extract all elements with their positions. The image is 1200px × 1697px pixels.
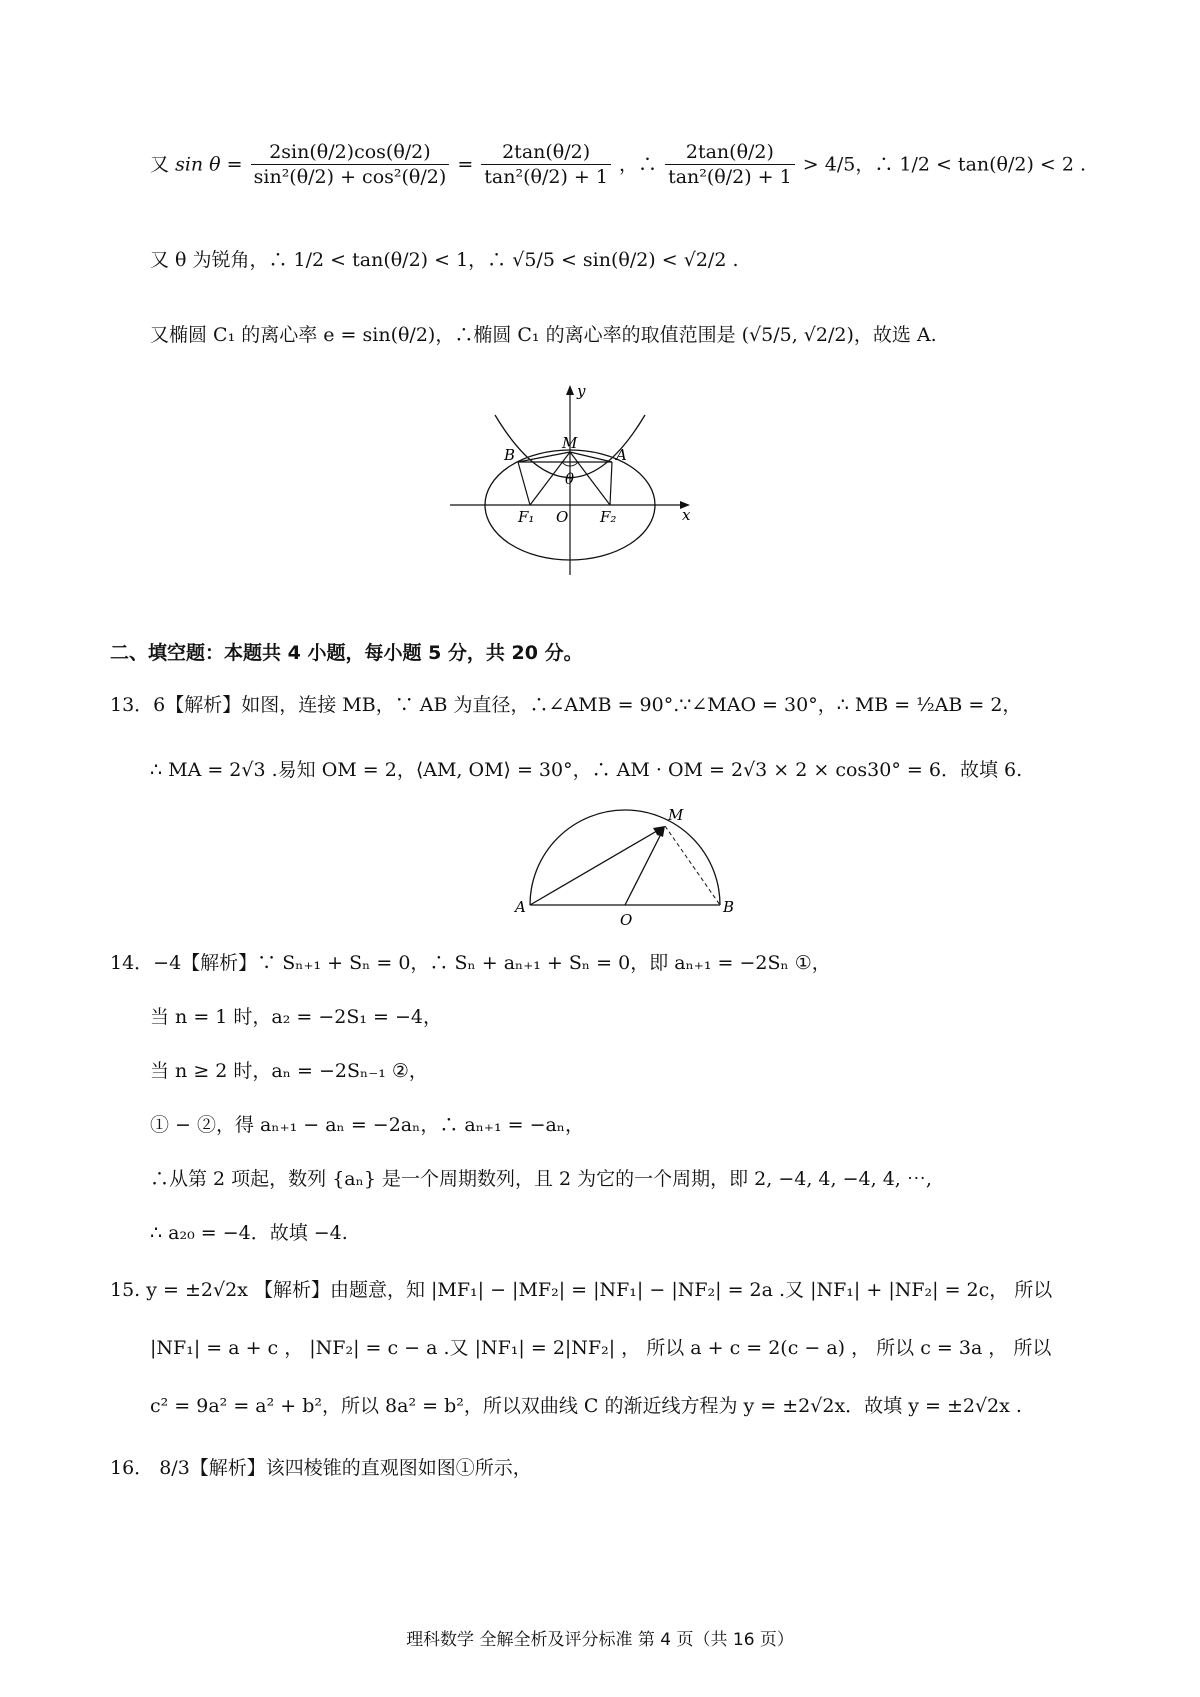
label-m: M (668, 806, 684, 824)
label-a: A (616, 446, 627, 464)
q14-line-6: ∴ a₂₀ = −4．故填 −4. (150, 1222, 348, 1244)
q13-line-2: ∴ MA = 2√3 .易知 OM = 2，⟨AM, OM⟩ = 30°，∴ AM · OM = 2√3 × 2 × cos30° = 6．故填 6. (150, 759, 1023, 781)
text-you: 又 (150, 153, 170, 176)
label-o: O (556, 508, 569, 526)
fraction-numerator: 2sin(θ/2)cos(θ/2) (251, 140, 450, 165)
label-m: M (562, 434, 578, 452)
fraction-tan (481, 140, 611, 189)
fraction-denominator: tan²(θ/2) + 1 (484, 166, 608, 188)
semicircle-figure (510, 800, 740, 930)
label-a: A (515, 898, 526, 916)
section-heading-fill-in: 二、填空题：本题共 4 小题，每小题 5 分，共 20 分。 (110, 642, 583, 664)
label-o: O (620, 911, 633, 929)
q14-line-1: 14．−4【解析】∵ Sₙ₊₁ + Sₙ = 0，∴ Sₙ + aₙ₊₁ + Sₙ = 0，即 aₙ₊₁ = −2Sₙ ①， (110, 952, 831, 974)
label-y: y (577, 382, 586, 400)
ellipse-parabola-figure (440, 380, 770, 580)
sin-identity-line: 又 sin θ = $\frac{2\sin(\theta/2)\cos(\theta/2)}{\text{sin²(θ/2) + cos²(θ/2)}}$ = $\frac{2\tan(\theta/2)}{\text{tan²(θ/2) + 1}}$ ，∴ $\frac{2\tan(\theta/2)}{\text{tan²(θ/2) + 1}}$ > 4/5，∴ 1/2 < tan(θ/2) < 2 . (150, 141, 1087, 188)
eccentricity-line: 又椭圆 C₁ 的离心率 e = sin(θ/2)，∴椭圆 C₁ 的离心率的取值范围是 (√5/5, √2/2)，故选 A. (150, 324, 937, 346)
fraction-denominator: tan²(θ/2) + 1 (668, 166, 792, 188)
acute-angle-line: 又 θ 为锐角，∴ 1/2 < tan(θ/2) < 1，∴ √5/5 < sin(θ/2) < √2/2 . (150, 249, 739, 271)
fraction-numerator: 2tan(θ/2) (665, 140, 795, 165)
sin-theta-eq: sin θ = (175, 153, 243, 176)
q14-line-3: 当 n ≥ 2 时，aₙ = −2Sₙ₋₁ ②， (150, 1060, 428, 1082)
q15-line-1: 15. y = ±2√2x 【解析】由题意，知 |MF₁| − |MF₂| = |NF₁| − |NF₂| = 2a .又 |NF₁| + |NF₂| = 2c， 所以 (110, 1279, 1053, 1301)
q15-line-3: c² = 9a² = a² + b²，所以 8a² = b²，所以双曲线 C 的渐近线方程为 y = ±2√2x．故填 y = ±2√2x . (150, 1395, 1022, 1417)
label-f1: F₁ (518, 508, 535, 526)
fraction-tan-repeat (665, 140, 795, 189)
page-footer: 理科数学 全解全析及评分标准 第 4 页（共 16 页） (406, 1630, 794, 1650)
therefore-sign: ，∴ (619, 153, 658, 176)
q14-line-5: ∴从第 2 项起，数列 {aₙ} 是一个周期数列，且 2 为它的一个周期，即 2, −4, 4, −4, 4, ⋯, (150, 1168, 932, 1190)
label-b: B (504, 446, 516, 464)
inequality-tan-range: > 4/5，∴ 1/2 < tan(θ/2) < 2 . (802, 153, 1087, 176)
label-b: B (723, 898, 735, 916)
fraction-sin-cos (251, 140, 450, 189)
label-f2: F₂ (600, 508, 617, 526)
label-x: x (682, 506, 691, 524)
q14-line-2: 当 n = 1 时，a₂ = −2S₁ = −4， (150, 1006, 442, 1028)
q16-line-1: 16． 8/3【解析】该四棱锥的直观图如图①所示， (110, 1457, 532, 1479)
label-theta: θ (565, 470, 575, 488)
q14-line-4: ① − ②，得 aₙ₊₁ − aₙ = −2aₙ，∴ aₙ₊₁ = −aₙ， (150, 1114, 585, 1136)
fraction-numerator: 2tan(θ/2) (481, 140, 611, 165)
fraction-denominator: sin²(θ/2) + cos²(θ/2) (253, 166, 447, 188)
q13-line-1: 13．6【解析】如图，连接 MB，∵ AB 为直径，∴∠AMB = 90°.∵∠MAO = 30°，∴ MB = ½AB = 2， (110, 694, 1022, 716)
q15-line-2: |NF₁| = a + c ， |NF₂| = c − a .又 |NF₁| = 2|NF₂| ， 所以 a + c = 2(c − a) ， 所以 c = 3a ， 所以 (150, 1337, 1052, 1359)
